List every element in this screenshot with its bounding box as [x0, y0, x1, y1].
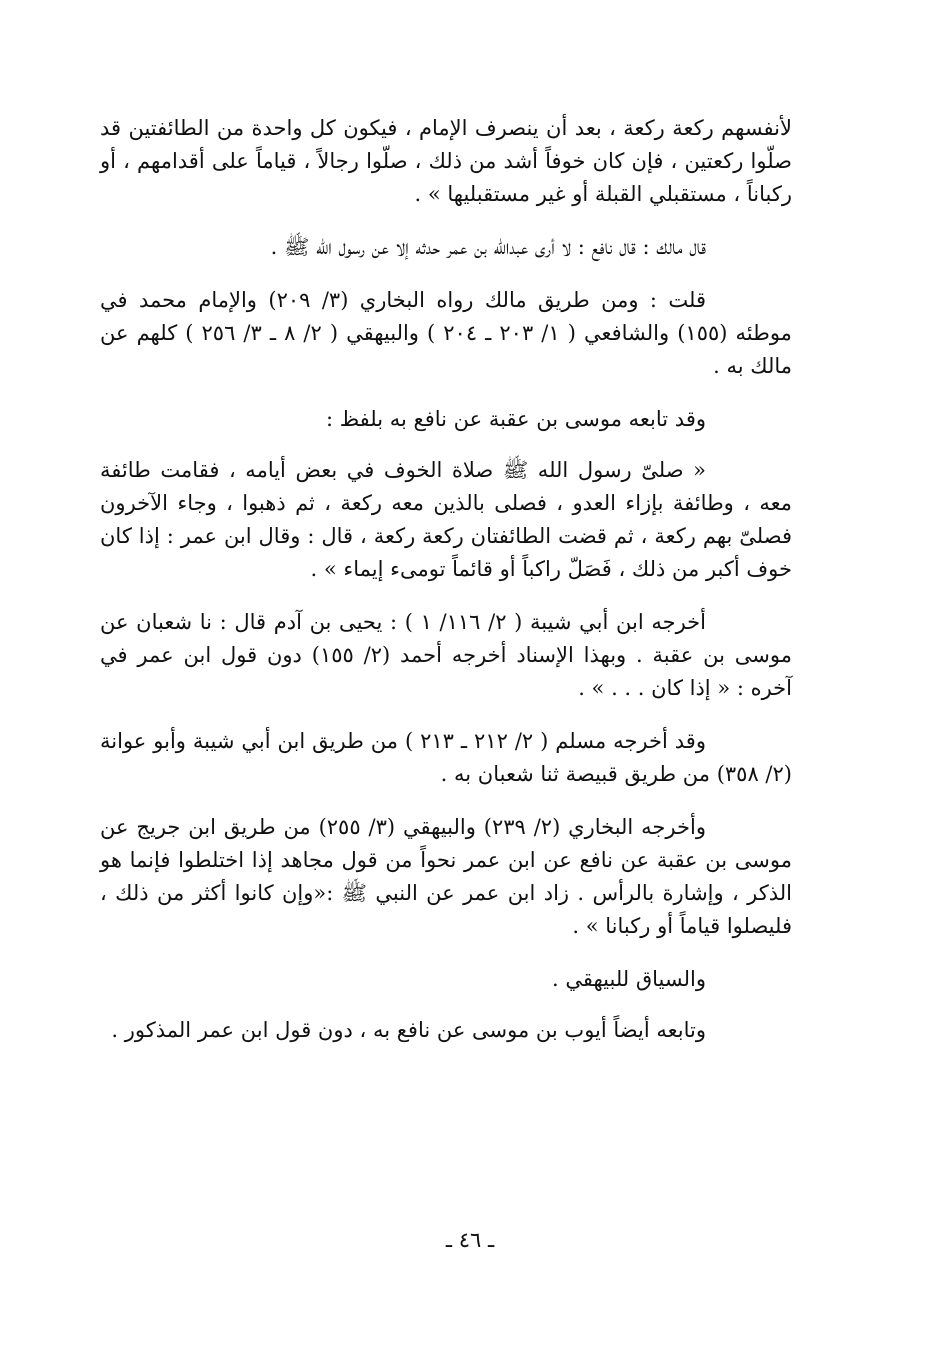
page-number: ـ ٤٦ ـ [445, 1228, 495, 1252]
paragraph-3: قلت : ومن طريق مالك رواه البخاري (٣/ ٢٠٩) والإمام محمد في موطئه (١٥٥) والشافعي ( ١/ ٢٠٣ ـ ٢٠٤ ) والبيهقي ( ٢/ ٨ ـ ٣/ ٢٥٦ ) كلهم عن مالك به . [100, 288, 792, 378]
paragraph-1: لأنفسهم ركعة ركعة ، بعد أن ينصرف الإمام ، فيكون كل واحدة من الطائفتين قد صلّوا ركعتين ، فإن كان خوفاً أشد من ذلك ، صلّوا رجالاً ، قياماً على أقدامهم ، أو ركباناً ، مستقبلي القبلة أو غير مستقبليها » . [100, 116, 792, 206]
paragraph-7: وقد أخرجه مسلم ( ٢/ ٢١٢ ـ ٢١٣ ) من طريق ابن أبي شيبة وأبو عوانة (٢/ ٣٥٨) من طريق قبيصة ثنا شعبان به . [100, 729, 792, 786]
paragraph-2: قال مالك : قال نافع : لا أرى عبدالله بن عمر حدثه إلا عن رسول الله ﷺ . [270, 235, 706, 259]
paragraph-8: وأخرجه البخاري (٢/ ٢٣٩) والبيهقي (٣/ ٢٥٥) من طريق ابن جريج عن موسى بن عقبة عن نافع عن ابن عمر نحواً من قول مجاهد إذا اختلطوا فإنما هو الذكر ، وإشارة بالرأس . زاد ابن عمر عن النبي ﷺ :«وإن كانوا أكثر من ذلك ، فليصلوا قياماً أو ركبانا » . [100, 815, 792, 938]
paragraph-5: « صلىّ رسول الله ﷺ صلاة الخوف في بعض أيامه ، فقامت طائفة معه ، وطائفة بإزاء العدو ، فصلى بالذين معه ركعة ، ثم ذهبوا ، وجاء الآخرون فصلىّ بهم ركعة ، ثم قضت الطائفتان ركعة ركعة ، قال : وقال ابن عمر : إذا كان خوف أكبر من ذلك ، فَصَلّ راكباً أو قائماً تومىء إيماء » . [100, 458, 792, 581]
page-body [100, 112, 792, 1067]
paragraph-4: وقد تابعه موسى بن عقبة عن نافع به بلفظ : [325, 407, 706, 431]
paragraph-6: أخرجه ابن أبي شيبة ( ٢/ ١١٦/ ١ ) : يحيى بن آدم قال : نا شعبان عن موسى بن عقبة . وبهذا الإسناد أخرجه أحمد (٢/ ١٥٥) دون قول ابن عمر في آخره : « إذا كان . . . » . [100, 610, 793, 700]
paragraph-9: والسياق للبيهقي . [552, 967, 706, 991]
paragraph-10: وتابعه أيضاً أيوب بن موسى عن نافع به ، دون قول ابن عمر المذكور . [111, 1018, 706, 1042]
